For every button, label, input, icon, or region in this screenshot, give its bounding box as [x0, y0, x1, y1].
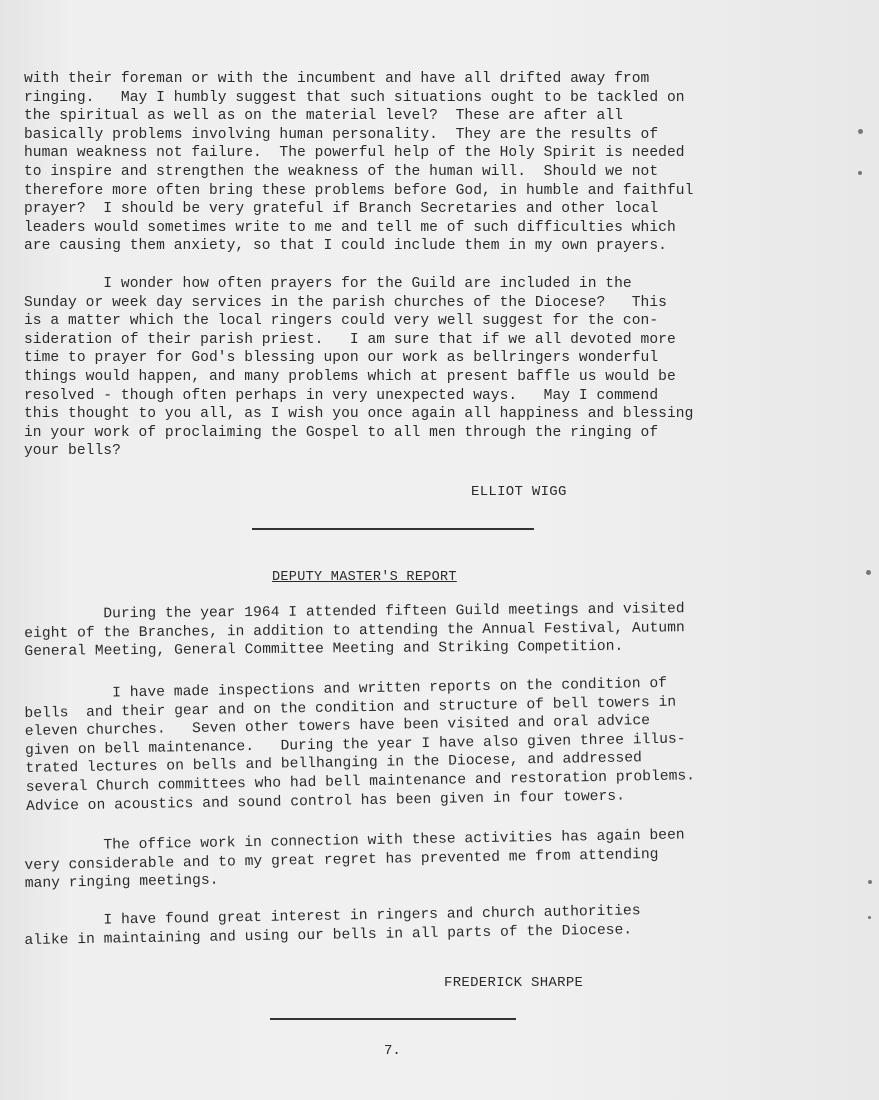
section-divider — [252, 528, 534, 530]
report-paragraph-1: During the year 1964 I attended fifteen Guild meetings and visited eight of the Branches, in addition to attending the Annual Festival, Autumn General Meeting, General Committee Meeting and Striking Competition. — [24, 601, 685, 661]
report-paragraph-4: I have found great interest in ringers and church authorities alike in maintaining and using our bells in all parts of the Diocese. — [24, 903, 641, 949]
page-number: 7. — [384, 1043, 401, 1059]
paper-speck — [858, 129, 863, 134]
paper-speck — [868, 916, 871, 919]
signature-frederick-sharpe: FREDERICK SHARPE — [444, 975, 584, 991]
end-divider — [270, 1018, 516, 1020]
report-paragraph-3: The office work in connection with these activities has again been very considerable and to my great regret has prevented me from attending many ringing meetings. — [24, 827, 685, 893]
signature-elliot-wigg: ELLIOT WIGG — [471, 484, 567, 500]
letter-paragraph-2: I wonder how often prayers for the Guild are included in the Sunday or week day services in the parish churches of the Diocese? This is a matter which the local ringers could very well suggest for the con- sideration of their parish priest. I am sure that if we all devoted more time to prayer for God's blessing upon our work as bellringers wonderful things would happen, and many problems which at present baffle us would be resolved - though often perhaps in very unexpected ways. May I commend this thought to you all, as I wish you once again all happiness and blessing in your work of proclaiming the Gospel to all men through the ringing of your bells? — [24, 276, 694, 460]
letter-paragraph-1: with their foreman or with the incumbent and have all drifted away from ringing. May I humbly suggest that such situations ought to be tackled on the spiritual as well as on the material level? These are after all basically problems involving human personality. They are the results of human weakness not failure. The powerful help of the Holy Spirit is needed to inspire and strengthen the weakness of the human will. Should we not therefore more often bring these problems before God, in humble and faithful prayer? I should be very grateful if Branch Secretaries and other local leaders would sometimes write to me and tell me of such difficulties which are causing them anxiety, so that I could include them in my own prayers. — [24, 71, 694, 255]
paper-speck — [858, 171, 862, 175]
report-heading: DEPUTY MASTER'S REPORT — [272, 570, 457, 585]
paper-speck — [868, 880, 872, 884]
report-paragraph-2: I have made inspections and written reports on the condition of bells and their gear and on the condition and structure of bell towers in eleven churches. Seven other towers have been visited and oral advice given on bell maintenance. During the year I have also given three illus- trated lectures on bells and bellhanging in the Diocese, and addressed several Church committees who had bell maintenance and restoration problems. Advice on acoustics and sound control has been given in four towers. — [24, 675, 696, 815]
paper-speck — [866, 570, 871, 575]
